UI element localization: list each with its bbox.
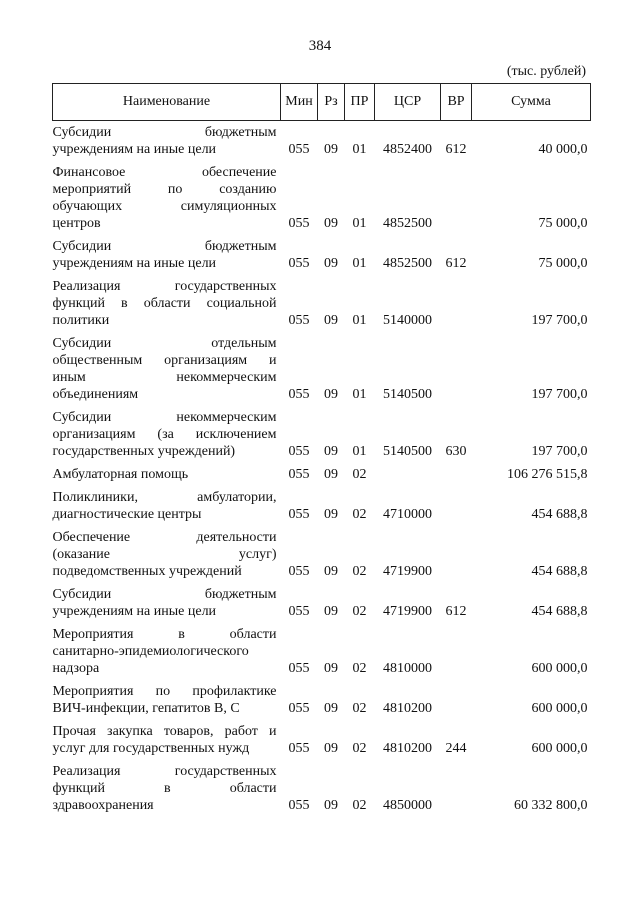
row-min: 055 [288,256,310,271]
row-name-line: учреждениям на иные цели [52,256,217,271]
table-row [53,526,591,583]
row-name-line: надзора [52,661,100,676]
row-pr: 01 [352,216,367,231]
row-rz: 09 [324,313,338,328]
row-csr: 4852400 [383,142,432,157]
table-row [53,275,591,332]
row-name-line: функций в области социальной [52,296,277,311]
header-min: Мин [281,84,318,121]
row-csr: 4810200 [383,741,432,756]
table-row [53,623,591,680]
row-csr: 4719900 [383,564,432,579]
row-vr [441,275,472,332]
table-row [53,486,591,526]
row-name [53,275,281,332]
row-csr: 5140500 [383,387,432,402]
header-csr: ЦСР [375,84,441,121]
row-pr: 02 [352,507,367,522]
row-name [53,463,281,486]
row-name-line: функций в области [52,781,277,796]
row-pr: 02 [352,467,367,482]
row-sum: 454 688,8 [531,564,588,579]
row-csr: 4852500 [383,216,432,231]
row-name [53,760,281,817]
row-csr: 4852500 [383,256,432,271]
table-row [53,406,591,463]
row-csr: 4810000 [383,661,432,676]
row-name-line: Субсидии отдельным [52,336,277,351]
row-name-line: объединениям [52,387,139,402]
row-name-line: Обеспечение деятельности [52,530,277,545]
row-csr: 4810200 [383,701,432,716]
row-name-line: Субсидии бюджетным [52,239,277,254]
table-row [53,463,591,486]
row-name [53,526,281,583]
row-rz: 09 [324,142,338,157]
table-row [53,680,591,720]
table-row [53,720,591,760]
row-name-line: мероприятий по созданию [52,182,277,197]
header-vr: ВР [441,84,472,121]
page-number: 384 [308,38,332,54]
row-name-line: общественным организациям и [52,353,277,368]
row-rz: 09 [324,741,338,756]
row-name-line: политики [52,313,110,328]
row-name-line: Прочая закупка товаров, работ и [52,724,277,739]
row-vr [441,332,472,406]
row-pr: 02 [352,798,367,813]
row-sum: 75 000,0 [538,256,588,271]
row-rz: 09 [324,444,338,459]
row-min: 055 [288,741,310,756]
row-rz: 09 [324,661,338,676]
table-row [53,121,591,162]
units-label: (тыс. рублей) [506,64,586,79]
row-name-line: Субсидии некоммерческим [52,410,277,425]
header-pr: ПР [345,84,375,121]
row-name-line: Реализация государственных [52,764,277,779]
row-rz: 09 [324,798,338,813]
row-vr [441,760,472,817]
row-pr: 01 [352,313,367,328]
table-row [53,235,591,275]
row-name-line: организациям (за исключением [52,427,277,442]
row-name-line: Мероприятия в области [52,627,277,642]
row-rz: 09 [324,216,338,231]
row-vr [441,623,472,680]
row-rz: 09 [324,256,338,271]
row-pr: 02 [352,701,367,716]
row-sum: 600 000,0 [531,741,588,756]
row-csr: 4710000 [383,507,432,522]
row-min: 055 [288,313,310,328]
row-csr: 4850000 [383,798,432,813]
row-csr [375,463,441,486]
row-min: 055 [288,387,310,402]
row-name [53,332,281,406]
row-name-line: диагностические центры [52,507,202,522]
budget-table [52,83,591,817]
row-min: 055 [288,142,310,157]
header-name: Наименование [53,84,281,121]
row-sum: 197 700,0 [531,313,588,328]
table-row [53,583,591,623]
row-csr: 5140000 [383,313,432,328]
row-pr: 01 [352,256,367,271]
row-name-line: здравоохранения [52,798,154,813]
row-min: 055 [288,444,310,459]
row-sum: 75 000,0 [538,216,588,231]
row-name-line: подведомственных учреждений [52,564,242,579]
row-name-line: Субсидии бюджетным [52,587,277,602]
table-row [53,760,591,817]
row-sum: 106 276 515,8 [507,467,588,482]
row-vr: 612 [445,604,467,619]
row-pr: 01 [352,142,367,157]
row-name-line: услуг для государственных нужд [52,741,250,756]
row-name [53,121,281,162]
row-rz: 09 [324,604,338,619]
row-name-line: учреждениям на иные цели [52,604,217,619]
header-rz: Рз [318,84,345,121]
table-row [53,161,591,235]
row-name-line: ВИЧ-инфекции, гепатитов В, С [52,701,240,716]
row-vr: 612 [445,256,467,271]
row-name-line: учреждениям на иные цели [52,142,217,157]
row-csr: 5140500 [383,444,432,459]
row-name-line: Субсидии бюджетным [52,125,277,140]
row-name [53,720,281,760]
row-name-line: (оказание услуг) [52,547,277,562]
row-name-line: санитарно-эпидемиологического [52,644,249,659]
header-sum: Сумма [472,84,591,121]
row-rz: 09 [324,387,338,402]
row-name [53,583,281,623]
row-pr: 02 [352,661,367,676]
row-name-line: государственных учреждений) [52,444,236,459]
row-min: 055 [288,507,310,522]
row-rz: 09 [324,564,338,579]
table-body [53,121,591,818]
header-row [53,84,591,121]
row-sum: 197 700,0 [531,387,588,402]
row-name-line: обучающих симуляционных [52,199,277,214]
row-vr [441,486,472,526]
row-sum: 454 688,8 [531,507,588,522]
row-vr [441,463,472,486]
row-name [53,161,281,235]
row-name-line: Мероприятия по профилактике [52,684,277,699]
row-pr: 01 [352,444,367,459]
row-name [53,623,281,680]
row-sum: 600 000,0 [531,701,588,716]
row-sum: 600 000,0 [531,661,588,676]
row-min: 055 [288,661,310,676]
row-sum: 40 000,0 [538,142,588,157]
row-pr: 02 [352,741,367,756]
row-vr: 630 [445,444,467,459]
row-name-line: Амбулаторная помощь [52,467,189,482]
row-min: 055 [288,564,310,579]
row-min: 055 [288,467,310,482]
row-sum: 197 700,0 [531,444,588,459]
row-name [53,406,281,463]
row-name [53,235,281,275]
row-pr: 02 [352,604,367,619]
row-name [53,486,281,526]
row-min: 055 [288,216,310,231]
row-rz: 09 [324,467,338,482]
row-pr: 01 [352,387,367,402]
row-vr: 612 [445,142,467,157]
row-sum: 454 688,8 [531,604,588,619]
row-min: 055 [288,701,310,716]
row-pr: 02 [352,564,367,579]
table-row [53,332,591,406]
row-csr: 4719900 [383,604,432,619]
row-name-line: Финансовое обеспечение [52,165,277,180]
row-rz: 09 [324,701,338,716]
row-min: 055 [288,798,310,813]
row-name-line: Реализация государственных [52,279,277,294]
row-vr: 244 [445,741,467,756]
row-vr [441,526,472,583]
row-min: 055 [288,604,310,619]
row-name-line: центров [52,216,101,231]
row-name [53,680,281,720]
row-rz: 09 [324,507,338,522]
row-vr [441,680,472,720]
row-name-line: иным некоммерческим [52,370,277,385]
row-vr [441,161,472,235]
row-sum: 60 332 800,0 [514,798,588,813]
row-name-line: Поликлиники, амбулатории, [52,490,277,505]
